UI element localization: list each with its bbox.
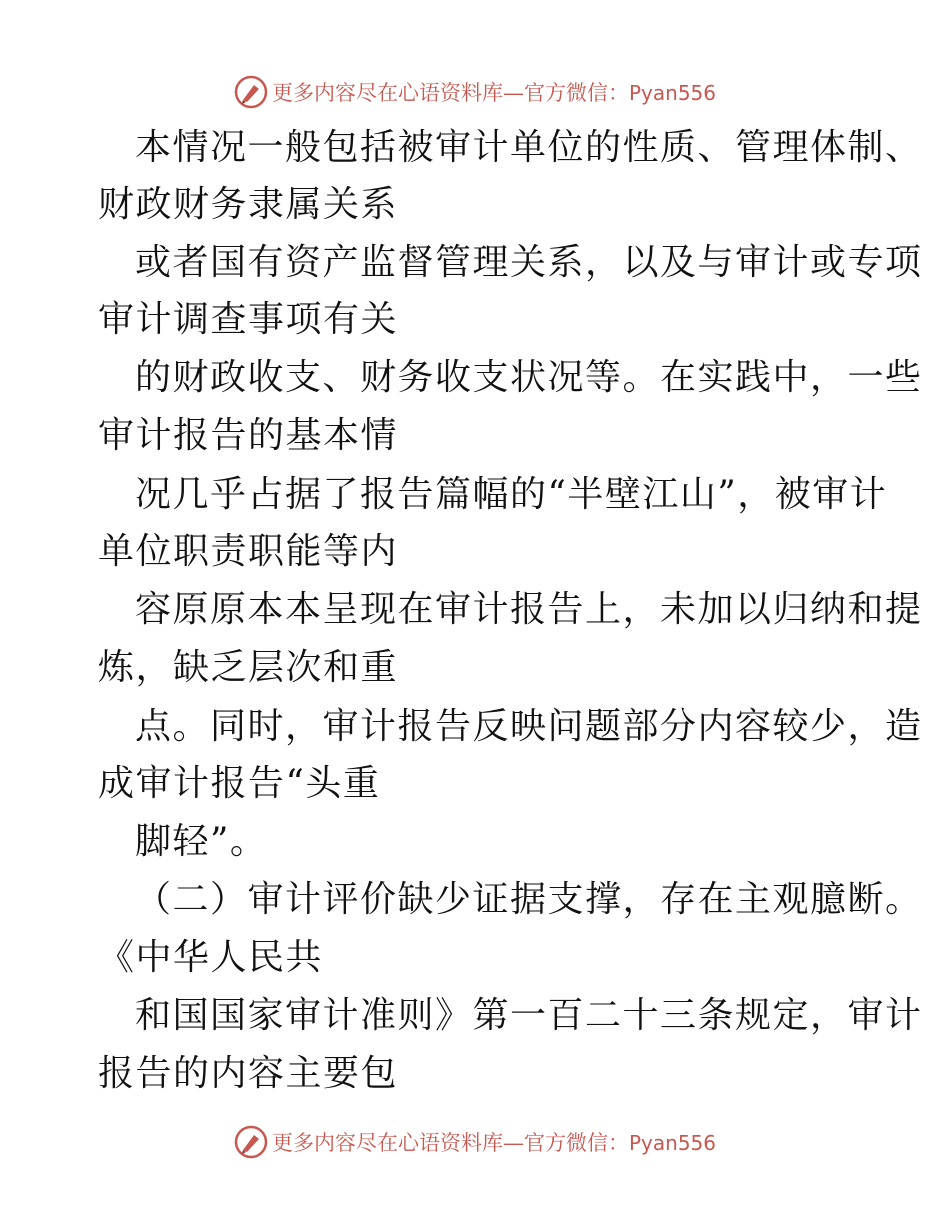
text-line: 脚轻”。	[135, 821, 268, 862]
text-line: 本情况一般包括被审计单位的性质、管理体制、	[135, 127, 923, 168]
text-line: 容原原本本呈现在审计报告上，未加以归纳和提	[135, 589, 923, 630]
footer-watermark	[0, 1122, 950, 1162]
text-line: 和国国家审计准则》第一百二十三条规定，审计	[135, 995, 923, 1036]
watermark-text: 更多内容尽在心语资料库—官方微信：Pyan556	[271, 1131, 716, 1155]
text-line: 炼，缺乏层次和重	[98, 647, 399, 688]
text-line: 审计调查事项有关	[98, 299, 399, 340]
text-line: 单位职责职能等内	[98, 531, 399, 572]
text-line: 成审计报告“头重	[98, 763, 381, 804]
text-line: 或者国有资产监督管理关系，以及与审计或专项	[135, 242, 923, 283]
text-line: 报告的内容主要包	[98, 1053, 399, 1094]
text-line: 的财政收支、财务收支状况等。在实践中，一些	[135, 357, 923, 398]
text-line: 财政财务隶属关系	[98, 184, 399, 225]
text-line: 况几乎占据了报告篇幅的“半壁江山”，被审计	[135, 474, 888, 515]
pen-logo-icon	[234, 75, 268, 109]
text-line: 点。同时，审计报告反映问题部分内容较少，造	[135, 706, 923, 747]
watermark-text: 更多内容尽在心语资料库—官方微信：Pyan556	[271, 81, 716, 105]
text-line: 《中华人民共	[98, 937, 324, 978]
section-heading: （二）审计评价缺少证据支撑，存在主观臆断。	[135, 879, 923, 920]
pen-logo-icon	[234, 1125, 268, 1159]
text-line: 审计报告的基本情	[98, 415, 399, 456]
header-watermark	[0, 72, 950, 112]
